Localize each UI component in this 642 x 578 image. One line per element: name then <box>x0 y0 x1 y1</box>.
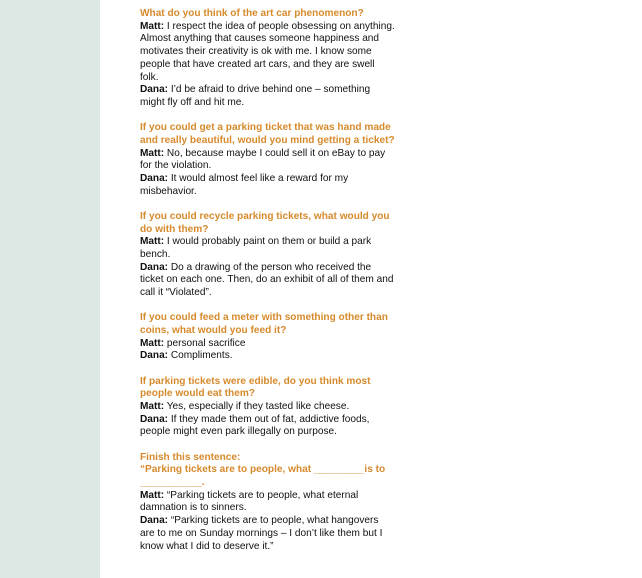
interview-content <box>140 8 395 566</box>
answer-text: If they made them out of fat, addictive foods, people might even park illegally on purpose. <box>140 413 370 438</box>
speaker-label: Matt: <box>140 489 165 501</box>
answer-dana <box>140 173 395 198</box>
speaker-label: Dana: <box>140 261 169 273</box>
question-text: What do you think of the art car phenomenon? <box>140 8 364 19</box>
answer-text: It would almost feel like a reward for my misbehavior. <box>140 172 349 197</box>
answer-text: Compliments. <box>168 350 233 362</box>
qa-block-finish-sentence <box>140 452 395 554</box>
speaker-label: Dana: <box>140 172 169 184</box>
question-text: If you could feed a meter with something other than coins, what would you feed it? <box>140 312 388 336</box>
speaker-label: Dana: <box>140 515 169 527</box>
answer-dana <box>140 414 395 439</box>
qa-block-feed-meter <box>140 312 395 363</box>
left-sidebar-panel <box>0 0 100 578</box>
answer-matt <box>140 148 395 173</box>
answer-text: “Parking tickets are to people, what eternal damnation is to sinners. <box>140 489 359 514</box>
answer-dana <box>140 84 395 109</box>
speaker-label: Dana: <box>140 350 169 362</box>
answer-text: Yes, especially if they tasted like cheese. <box>164 400 350 412</box>
answer-text: I would probably paint on them or build a park bench. <box>140 236 372 260</box>
answer-dana <box>140 515 395 553</box>
speaker-label: Dana: <box>140 413 169 425</box>
answer-text: Do a drawing of the person who received the ticket on each one. Then, do an exhibit of all of them and call it “Violated”. <box>140 261 394 299</box>
qa-block-art-car <box>140 8 395 110</box>
question-text: If parking tickets were edible, do you think most people would eat them? <box>140 375 371 400</box>
speaker-label: Matt: <box>140 236 165 248</box>
speaker-label: Dana: <box>140 84 169 96</box>
answer-matt <box>140 236 395 261</box>
answer-matt <box>140 490 395 515</box>
question-text: If you could recycle parking tickets, what would you do with them? <box>140 210 390 235</box>
speaker-label: Matt: <box>140 337 165 349</box>
answer-matt <box>140 338 395 351</box>
answer-text: I’d be afraid to drive behind one – something might fly off and hit me. <box>140 84 371 108</box>
answer-matt <box>140 21 395 85</box>
answer-text: “Parking tickets are to people, what hangovers are to me on Sunday mornings – I don’t like them but I know what I did to deserve it.” <box>140 515 383 552</box>
answer-dana <box>140 350 395 363</box>
answer-text: No, because maybe I could sell it on eBay to pay for the violation. <box>140 147 386 172</box>
speaker-label: Matt: <box>140 147 165 159</box>
question-text-sentence: “Parking tickets are to people, what _________is to ___________. <box>140 464 386 488</box>
answer-text: I respect the idea of people obsessing on anything. Almost anything that causes someone happiness and motivates their creativity is ok with me. I know some people that have created art cars, and they are swell folk. <box>140 20 395 83</box>
answer-dana <box>140 262 395 300</box>
qa-block-recycle-tickets <box>140 211 395 300</box>
speaker-label: Matt: <box>140 400 165 412</box>
speaker-label: Matt: <box>140 20 165 32</box>
answer-text: personal sacrifice <box>164 337 246 349</box>
question-text: Finish this sentence: <box>140 451 241 463</box>
answer-matt <box>140 401 395 414</box>
qa-block-hand-made-ticket <box>140 122 395 198</box>
qa-block-edible-tickets <box>140 376 395 440</box>
question-text: If you could get a parking ticket that was hand made and really beautiful, would you mind getting a ticket? <box>140 122 395 146</box>
